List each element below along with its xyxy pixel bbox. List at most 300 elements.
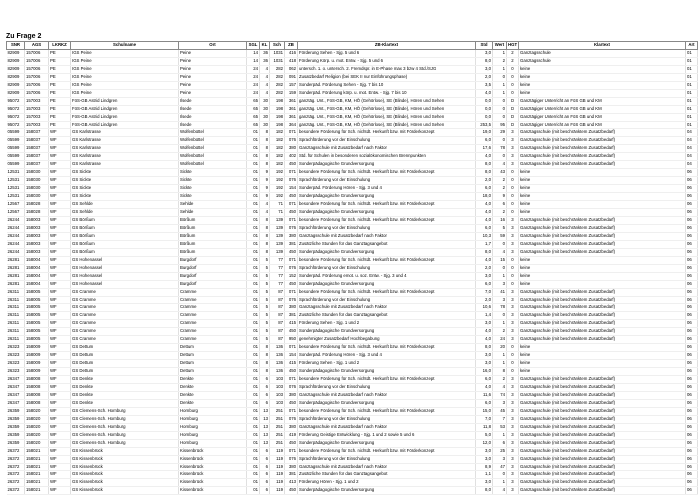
table-cell: 450 [285, 328, 298, 336]
table-cell: 8 [260, 216, 270, 224]
table-row [7, 177, 698, 185]
table-cell: Sonderpädagogische Grundversorgung [298, 161, 476, 169]
table-cell: 3 [507, 129, 519, 137]
table-cell: 04 [686, 129, 698, 137]
table-cell: 01 [247, 391, 260, 399]
table-cell: 26359 [7, 439, 25, 447]
table-cell: 01 [247, 145, 260, 153]
table-cell: 3,0 [476, 49, 493, 57]
table-cell: 0 [493, 312, 507, 320]
table-cell: keine [519, 73, 686, 81]
table-cell: 157006 [25, 65, 49, 73]
table-cell: 158005 [25, 320, 49, 328]
table-cell: WF [49, 304, 71, 312]
table-cell: 158008 [25, 376, 49, 384]
table-cell: 158008 [25, 399, 49, 407]
table-row [7, 216, 698, 224]
table-cell: 119 [270, 471, 285, 479]
table-cell: 198 [270, 105, 285, 113]
table-cell: 3 [507, 232, 519, 240]
table-cell: 6,0 [476, 185, 493, 193]
table-cell: WF [49, 391, 71, 399]
column-header: Klartext [519, 42, 686, 50]
table-cell: WF [49, 137, 71, 145]
table-cell: 01 [247, 296, 260, 304]
table-cell: 3 [493, 296, 507, 304]
table-cell: 0 [493, 264, 507, 272]
table-cell: Sprachförderung vor der Einschulung [298, 264, 476, 272]
table-cell: 3 [507, 487, 519, 495]
table-cell: keine [519, 256, 686, 264]
table-cell: 1 [493, 81, 507, 89]
table-cell: 01 [247, 368, 260, 376]
document-title: Zu Frage 2 [6, 33, 42, 40]
table-cell: 103 [270, 399, 285, 407]
table-cell: 136 [270, 368, 285, 376]
table-row [7, 137, 698, 145]
table-row [7, 73, 698, 81]
table-cell: 282 [270, 81, 285, 89]
table-cell: ganztäg. Unt., FöS-GB, KM, HÖ (Gehörlose), SE (Blinde), Hören und Sehen [298, 97, 476, 105]
table-cell: 3 [507, 248, 519, 256]
table-cell: 071 [285, 201, 298, 209]
table-cell: Wolfenbüttel [179, 145, 247, 153]
table-cell: Ganztagsschule (mit beschränktem Zusatzbedarf) [519, 129, 686, 137]
table-cell: 82909 [7, 57, 25, 65]
table-cell: 380 [285, 463, 298, 471]
table-cell: 26372 [7, 487, 25, 495]
table-cell: 01 [686, 49, 698, 57]
table-cell: 13 [260, 431, 270, 439]
table-cell: 13 [260, 423, 270, 431]
schools-table [6, 41, 698, 495]
table-cell: PE [49, 121, 71, 129]
table-cell: 6 [260, 471, 270, 479]
column-header: KL [260, 42, 270, 50]
table-cell: 01 [686, 113, 698, 121]
table-row [7, 376, 698, 384]
table-cell: 3 [507, 328, 519, 336]
table-cell: 05599 [7, 137, 25, 145]
table-cell: Börßum [179, 224, 247, 232]
table-row [7, 264, 698, 272]
table-cell: ganztäg. Unt., FöS-GB, KM, HÖ (Gehörlose), SE (Blinde), Hören und Sehen [298, 105, 476, 113]
table-cell: 3 [507, 447, 519, 455]
table-row [7, 336, 698, 344]
table-cell: PE [49, 49, 71, 57]
table-row [7, 312, 698, 320]
table-cell: 06 [686, 399, 698, 407]
column-header: Schulname [71, 42, 179, 50]
table-row [7, 89, 698, 97]
table-cell: Sonderpädagogische Grundversorgung [298, 248, 476, 256]
table-cell: 04 [686, 137, 698, 145]
table-cell: 7,0 [476, 288, 493, 296]
table-cell: 01 [247, 169, 260, 177]
table-cell: 26311 [7, 304, 25, 312]
column-header: Wert [493, 42, 507, 50]
table-cell: 16,0 [476, 368, 493, 376]
table-cell: Börßum [179, 232, 247, 240]
table-cell: Hornburg [179, 423, 247, 431]
table-cell: besondere Förderung für Sch. nichtdt. Herkunft bzw. mit Förderkonzept [298, 216, 476, 224]
table-cell: Ilsede [179, 105, 247, 113]
table-cell: 071 [285, 376, 298, 384]
table-cell: 251 [270, 415, 285, 423]
table-cell: 26244 [7, 232, 25, 240]
table-cell: 4 [260, 201, 270, 209]
table-cell: WF [49, 336, 71, 344]
table-cell: 0 [507, 360, 519, 368]
column-header: Std [476, 42, 493, 50]
table-cell: 6,0 [476, 376, 493, 384]
table-cell: 3,0 [476, 352, 493, 360]
table-cell: GS Karlstrasse [71, 161, 179, 169]
table-row [7, 479, 698, 487]
table-cell: Hornburg [179, 431, 247, 439]
table-cell: WF [49, 423, 71, 431]
table-cell: 1 [493, 479, 507, 487]
table-cell: IGS Peine [71, 49, 179, 57]
table-cell: GS Karlstrasse [71, 145, 179, 153]
table-cell: 01 [247, 256, 260, 264]
table-cell: Sehlde [179, 201, 247, 209]
table-cell: 157006 [25, 49, 49, 57]
table-cell: keine [519, 201, 686, 209]
table-cell: Ganztagsschule (mit beschränktem Zusatzbedarf) [519, 447, 686, 455]
table-cell: Peine [179, 57, 247, 65]
table-cell: 8,0 [476, 161, 493, 169]
table-cell: 182 [270, 153, 285, 161]
table-cell: 3 [507, 399, 519, 407]
table-cell: 06 [686, 280, 698, 288]
table-cell: Sonderpäd. Förderung Hören - Sjg. 3 und 4 [298, 352, 476, 360]
table-cell: 15,0 [476, 407, 493, 415]
table-cell: Ganztagsschule (mit beschränktem Zusatzbedarf) [519, 137, 686, 145]
table-cell: 01 [247, 129, 260, 137]
table-cell: 158009 [25, 368, 49, 376]
table-cell: 4 [493, 487, 507, 495]
table-row [7, 463, 698, 471]
table-cell: 158020 [25, 407, 49, 415]
table-cell: 3,0 [476, 320, 493, 328]
table-cell: besondere Förderung für Sch. nichtdt. Herkunft bzw. mit Förderkonzept [298, 376, 476, 384]
table-cell: 076 [285, 177, 298, 185]
table-cell: 380 [285, 423, 298, 431]
table-cell: 3 [507, 304, 519, 312]
table-cell: 0 [493, 153, 507, 161]
table-cell: 139 [270, 232, 285, 240]
table-cell: Cramme [179, 296, 247, 304]
table-cell: 06 [686, 248, 698, 256]
table-row [7, 288, 698, 296]
table-cell: 1 [493, 65, 507, 73]
table-cell: Förderung Geistige Entwicklung - Sjg. 1 und 2 sowie 5 und 6 [298, 431, 476, 439]
table-cell: 415 [285, 360, 298, 368]
table-cell: 13 [260, 407, 270, 415]
table-cell: 4 [260, 81, 270, 89]
table-cell: 06 [686, 201, 698, 209]
table-cell: 152 [285, 272, 298, 280]
table-cell: 198 [270, 121, 285, 129]
table-cell: FöS-GB Astrid Lindgren [71, 97, 179, 105]
table-cell: GS Cramme [71, 312, 179, 320]
table-cell: 5 [260, 264, 270, 272]
table-cell: 419 [285, 431, 298, 439]
table-cell: 25 [493, 447, 507, 455]
table-cell: WF [49, 177, 71, 185]
table-cell: 361 [285, 105, 298, 113]
table-cell: 3 [507, 383, 519, 391]
table-cell: 26372 [7, 455, 25, 463]
table-row [7, 399, 698, 407]
table-cell: 2,0 [476, 296, 493, 304]
table-cell: genehmigter Zusatzbedarf Hochbegabung [298, 336, 476, 344]
table-cell: 04 [686, 145, 698, 153]
table-cell: 01 [686, 81, 698, 89]
table-cell: 06 [686, 209, 698, 217]
table-cell: Peine [179, 89, 247, 97]
table-cell: GS Clemens-Sch. Hornburg [71, 431, 179, 439]
table-cell: 1 [493, 49, 507, 57]
table-cell: GS Clemens-Sch. Hornburg [71, 415, 179, 423]
table-cell: 53 [493, 423, 507, 431]
table-cell: 5 [260, 256, 270, 264]
table-cell: 3,0 [476, 65, 493, 73]
table-cell: 062 [285, 65, 298, 73]
table-cell: 01 [686, 105, 698, 113]
table-cell: Ganztagsschule (mit beschränktem Zusatzbedarf) [519, 391, 686, 399]
table-cell: Ganztagsschule (mit beschränktem Zusatzbedarf) [519, 216, 686, 224]
table-cell: WF [49, 447, 71, 455]
table-cell: 01 [247, 272, 260, 280]
table-cell: IGS Peine [71, 65, 179, 73]
table-cell: 158005 [25, 312, 49, 320]
table-cell: 06 [686, 288, 698, 296]
table-cell: 3 [507, 312, 519, 320]
table-row [7, 81, 698, 89]
table-cell: 01 [247, 360, 260, 368]
table-cell: 4,0 [476, 89, 493, 97]
table-cell: GS Karlstrasse [71, 129, 179, 137]
table-cell: 10,3 [476, 232, 493, 240]
table-cell: Dettum [179, 368, 247, 376]
table-cell: 158028 [25, 209, 49, 217]
table-cell: Ganztagsschule (mit beschränktem Zusatzbedarf) [519, 463, 686, 471]
table-row [7, 209, 698, 217]
table-cell: 01 [247, 399, 260, 407]
table-cell: 450 [285, 193, 298, 201]
table-cell: 24 [247, 81, 260, 89]
table-cell: 1 [493, 272, 507, 280]
table-cell: Börßum [179, 248, 247, 256]
table-cell: 3,0 [476, 360, 493, 368]
table-cell: 139 [270, 240, 285, 248]
table-cell: GS Cramme [71, 320, 179, 328]
table-cell: 06 [686, 376, 698, 384]
table-cell: Ganztagsschule mit Zusatzbedarf nach Faktor [298, 423, 476, 431]
table-cell: 3 [507, 376, 519, 384]
table-cell: 01 [247, 177, 260, 185]
table-cell: 01 [247, 344, 260, 352]
table-cell: 01 [247, 264, 260, 272]
table-cell: WF [49, 407, 71, 415]
table-cell: 06 [686, 240, 698, 248]
table-cell: 071 [285, 407, 298, 415]
table-cell: 30 [260, 97, 270, 105]
table-cell: 36 [260, 57, 270, 65]
table-cell: WF [49, 240, 71, 248]
table-cell: 01 [247, 280, 260, 288]
table-cell: 198 [270, 97, 285, 105]
table-cell: 8,0 [476, 169, 493, 177]
table-cell: 450 [285, 209, 298, 217]
table-cell: Ganztagsschule (mit beschränktem Zusatzbedarf) [519, 399, 686, 407]
table-cell: 01 [247, 248, 260, 256]
table-cell: 06 [686, 344, 698, 352]
table-cell: 26359 [7, 407, 25, 415]
table-cell: Kissenbrück [179, 471, 247, 479]
table-cell: 071 [285, 129, 298, 137]
table-cell: 4,0 [476, 328, 493, 336]
table-cell: 0 [507, 201, 519, 209]
table-cell: 06 [686, 264, 698, 272]
table-cell: Ganztagsschule [519, 49, 686, 57]
table-cell: 6 [260, 487, 270, 495]
table-cell: 06 [686, 415, 698, 423]
table-cell: 415 [285, 320, 298, 328]
table-cell: 091 [285, 73, 298, 81]
table-cell: FöS-GB Astrid Lindgren [71, 113, 179, 121]
table-cell: 076 [285, 455, 298, 463]
table-cell: WF [49, 439, 71, 447]
table-cell: Ganztagsschule (mit beschränktem Zusatzbedarf) [519, 320, 686, 328]
table-cell: 6,0 [476, 224, 493, 232]
table-cell: 158037 [25, 161, 49, 169]
table-cell: Sonderpädagogische Grundversorgung [298, 209, 476, 217]
table-cell: 06 [686, 216, 698, 224]
table-cell: 3 [507, 471, 519, 479]
table-cell: GS Börßum [71, 248, 179, 256]
table-cell: GS Sickte [71, 185, 179, 193]
table-row [7, 328, 698, 336]
table-cell: 076 [285, 296, 298, 304]
table-cell: Ganztägiger Unterricht an FöS GB und KM [519, 113, 686, 121]
table-row [7, 344, 698, 352]
table-cell: 158005 [25, 328, 49, 336]
table-cell: Burgdorf [179, 264, 247, 272]
table-cell: 158004 [25, 280, 49, 288]
table-cell: 82909 [7, 81, 25, 89]
table-cell: Ganztägiger Unterricht an FöS GB und KM [519, 105, 686, 113]
table-cell: Ilsede [179, 97, 247, 105]
table-cell: 119 [270, 487, 285, 495]
table-cell: Ganztägiger Unterricht an FöS GB und KM [519, 97, 686, 105]
table-cell: 01 [247, 487, 260, 495]
table-cell: besondere Förderung für Sch. nichtdt. Herkunft bzw. mit Förderkonzept [298, 256, 476, 264]
table-cell: 136 [270, 344, 285, 352]
table-cell: 4 [260, 89, 270, 97]
table-cell: 3 [507, 216, 519, 224]
table-cell: 24 [493, 336, 507, 344]
table-cell: 71 [270, 209, 285, 217]
table-cell: WF [49, 232, 71, 240]
table-cell: 65 [247, 97, 260, 105]
table-cell: PE [49, 65, 71, 73]
table-cell: Burgdorf [179, 272, 247, 280]
table-cell: 06 [686, 383, 698, 391]
table-cell: 5 [493, 224, 507, 232]
table-cell: 12,0 [476, 439, 493, 447]
table-cell: Sickte [179, 177, 247, 185]
table-cell: 2 [493, 376, 507, 384]
table-cell: 4,0 [476, 256, 493, 264]
table-cell: 0 [493, 73, 507, 81]
table-cell: 4 [493, 383, 507, 391]
table-cell: 380 [285, 145, 298, 153]
column-header: Sch [270, 42, 285, 50]
table-cell: WF [49, 296, 71, 304]
table-cell: 06 [686, 169, 698, 177]
table-cell: 136 [270, 352, 285, 360]
table-cell: 6 [493, 201, 507, 209]
table-cell: besondere Förderung für Sch. nichtdt. Herkunft bzw. mit Förderkonzept [298, 201, 476, 209]
table-cell: 77 [270, 280, 285, 288]
table-cell: 192 [270, 185, 285, 193]
table-cell: D [507, 113, 519, 121]
table-cell: 2,0 [476, 177, 493, 185]
table-cell: 01 [247, 383, 260, 391]
table-cell: WF [49, 193, 71, 201]
table-cell: 1 [493, 431, 507, 439]
table-cell: 01 [686, 57, 698, 65]
table-cell: 251 [270, 423, 285, 431]
table-cell: FöS-GB Astrid Lindgren [71, 105, 179, 113]
table-cell: 06 [686, 368, 698, 376]
table-cell: 0 [507, 352, 519, 360]
table-cell: 158021 [25, 487, 49, 495]
table-cell: D [507, 105, 519, 113]
table-cell: WF [49, 328, 71, 336]
table-cell: 26323 [7, 352, 25, 360]
table-cell: 05599 [7, 153, 25, 161]
table-cell: 158004 [25, 264, 49, 272]
table-cell: PE [49, 81, 71, 89]
table-cell: 06 [686, 320, 698, 328]
table-cell: 26323 [7, 368, 25, 376]
table-cell: GS Karlstrasse [71, 153, 179, 161]
table-cell: 47 [493, 463, 507, 471]
table-cell: besondere Förderung für Sch. nichtdt. Herkunft bzw. mit Förderkonzept [298, 169, 476, 177]
table-cell: D [507, 121, 519, 129]
table-cell: 071 [285, 216, 298, 224]
table-cell: 4 [260, 209, 270, 217]
table-row [7, 487, 698, 495]
table-cell: GS Cramme [71, 336, 179, 344]
table-cell: 06 [686, 463, 698, 471]
table-cell: Hornburg [179, 415, 247, 423]
table-cell: GS Clemens-Sch. Hornburg [71, 423, 179, 431]
table-row [7, 121, 698, 129]
table-cell: 0 [507, 193, 519, 201]
table-cell: 4,0 [476, 209, 493, 217]
table-cell: 119 [270, 479, 285, 487]
table-cell: 6 [493, 439, 507, 447]
table-cell: GS Dettum [71, 352, 179, 360]
table-cell: 41 [493, 288, 507, 296]
table-cell: GS Denkte [71, 399, 179, 407]
table-cell: GS Hohenassel [71, 280, 179, 288]
